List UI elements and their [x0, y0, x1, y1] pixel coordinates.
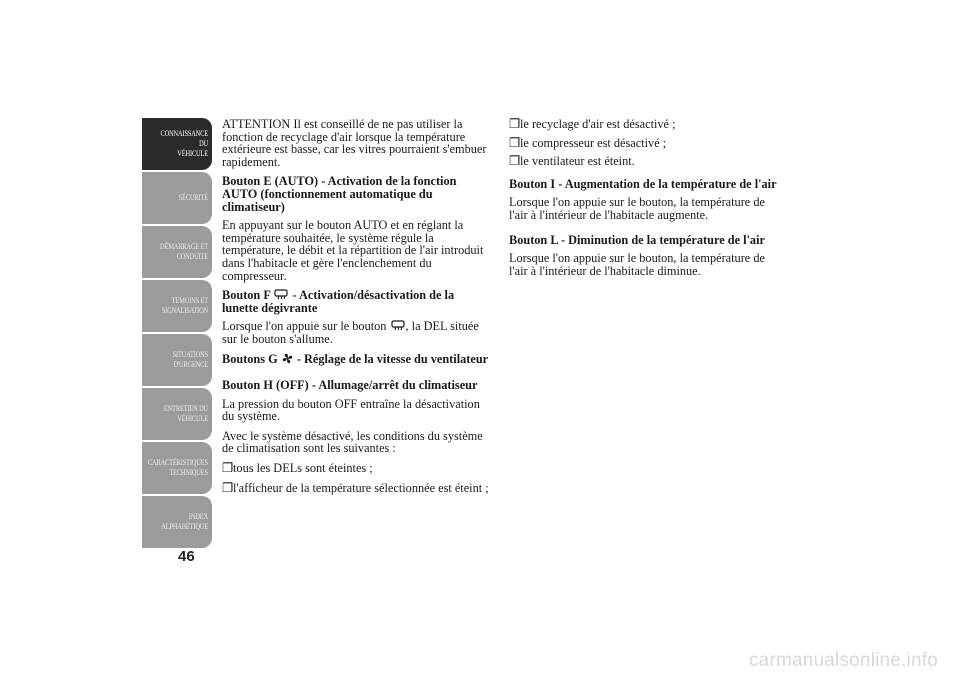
paragraph-button-i: Lorsque l'on appuie sur le bouton, la température de l'air à l'intérieur de l'habitacle augmente.: [509, 195, 765, 222]
heading-f-suffix: - Activation/désactivation de la lunette dégivrante: [222, 288, 455, 315]
list-item: [509, 155, 784, 168]
bullet-checkbox-icon: ❒: [222, 480, 234, 495]
tab-label: TEMOINS ET SIGNALISATION: [161, 296, 208, 315]
list-item-text: tous les DELs sont éteintes ;: [233, 461, 373, 476]
heading-button-f: [222, 289, 492, 314]
paragraph-button-f: [222, 320, 492, 345]
heading-button-i: Bouton I - Augmentation de la température de l'air: [509, 176, 777, 191]
tab-demarrage-et-conduite[interactable]: [142, 226, 212, 278]
paragraph-f-suffix: , la DEL située sur le bouton s'allume.: [222, 319, 479, 346]
fan-icon: [282, 353, 293, 364]
watermark: carmanualsonline.info: [748, 650, 938, 671]
bullet-checkbox-icon: ❒: [222, 461, 234, 476]
tab-label: SITUATIONS D'URGENCE: [172, 350, 208, 369]
list-item: [222, 482, 492, 495]
tab-connaissance-du-vehicule[interactable]: [142, 118, 212, 170]
tab-label: INDEX ALPHABÉTIQUE: [161, 512, 208, 531]
tab-caracteristiques-techniques[interactable]: [142, 442, 212, 494]
heading-button-g: [222, 353, 492, 366]
heading-button-e: Bouton E (AUTO) - Activation de la fonction AUTO (fonctionnement automatique du climatiseur): [222, 174, 457, 214]
tab-label: SÉCURITÉ: [178, 193, 208, 202]
tab-label: ENTRETIEN DU VÉHICULE: [163, 404, 208, 423]
list-item: [509, 118, 784, 131]
tab-index-alphabetique[interactable]: [142, 496, 212, 548]
list-item-text: le compresseur est désactivé ;: [520, 135, 667, 150]
heading-button-l: Bouton L - Diminution de la température de l'air: [509, 232, 765, 247]
left-column: [222, 118, 492, 501]
tab-situations-d-urgence[interactable]: [142, 334, 212, 386]
list-item-text: l'afficheur de la température sélectionnée est éteint ;: [233, 480, 489, 495]
tab-entretien-du-vehicule[interactable]: [142, 388, 212, 440]
bullet-checkbox-icon: ❒: [509, 135, 521, 150]
heading-g-suffix: - Réglage de la vitesse du ventilateur: [293, 351, 489, 366]
paragraph-button-e: En appuyant sur le bouton AUTO et en réglant la température souhaitée, le système régule la température, le débit et la répartition de l'air introduit dans l'habitacle et gère l'enclenchement du compresseur.: [222, 218, 484, 283]
attention-note: ATTENTION Il est conseillé de ne pas utiliser la fonction de recyclage d'air lorsque la température extérieure est basse, car les vitres pourraient s'embuer rapidement.: [222, 117, 487, 169]
heading-button-h: Bouton H (OFF) - Allumage/arrêt du climatiseur: [222, 378, 478, 393]
heading-f-prefix: Bouton F: [222, 288, 271, 303]
paragraph-button-h-2: Avec le système désactivé, les conditions du système de climatisation sont les suivantes :: [222, 428, 483, 456]
heading-g-prefix: Boutons G: [222, 351, 278, 366]
rear-defrost-icon: [391, 320, 405, 331]
tab-label: CONNAISSANCE DU VÉHICULE: [160, 129, 208, 158]
tab-securite[interactable]: [142, 172, 212, 224]
paragraph-button-l: Lorsque l'on appuie sur le bouton, la température de l'air à l'intérieur de l'habitacle diminue.: [509, 251, 765, 278]
bullet-checkbox-icon: ❒: [509, 154, 521, 169]
rear-defrost-icon: [274, 289, 288, 300]
tab-label: DÉMARRAGE ET CONDUITE: [160, 242, 208, 261]
tab-temoins-et-signalisation[interactable]: [142, 280, 212, 332]
list-item: [509, 137, 784, 150]
tab-label: CARACTÉRISTIQUES TECHNIQUES: [148, 458, 208, 477]
page-number: 46: [178, 548, 195, 565]
bullet-checkbox-icon: ❒: [509, 117, 521, 131]
list-item: [222, 462, 492, 475]
right-column: [509, 118, 784, 284]
paragraph-f-prefix: Lorsque l'on appuie sur le bouton: [222, 319, 387, 334]
list-item-text: le recyclage d'air est désactivé ;: [520, 117, 676, 131]
paragraph-button-h-1: La pression du bouton OFF entraîne la désactivation du système.: [222, 396, 480, 424]
list-item-text: le ventilateur est éteint.: [520, 154, 635, 169]
